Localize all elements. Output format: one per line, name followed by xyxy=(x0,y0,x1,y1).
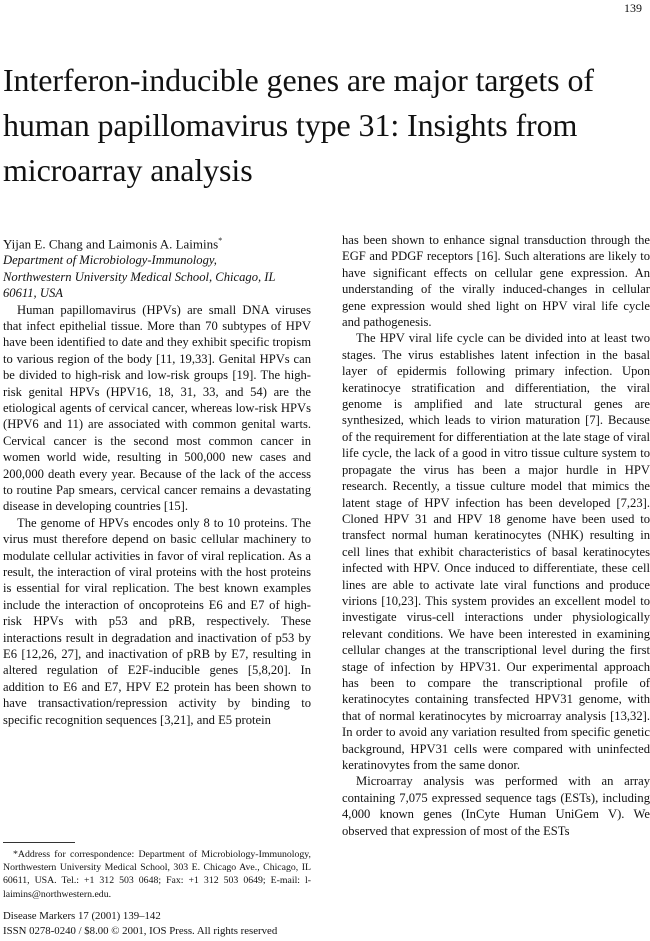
body-paragraph: The genome of HPVs encodes only 8 to 10 proteins. The virus must therefore depend on basic cellular machinery to modulate cellular activities in favor of viral replication. As a result, the interaction of viral proteins with the host proteins is essential for viral replication. The best known examples include the interaction of oncoproteins E6 and E7 of high-risk HPVs with p53 and pRB, respectively. These interactions result in degradation and inactivation of p53 by E6 [12,26, 27], and inactivation of pRB by E7, resulting in altered regulation of E2F-inducible genes [5,8,20]. In addition to E6 and E7, HPV E2 protein has been shown to have transactivation/repression activity by binding to specific recognition sequences [3,21], and E5 protein xyxy=(3,515,311,727)
left-column xyxy=(3,232,311,728)
correspondence-footnote: *Address for correspondence: Department of Microbiology-Immunology, Northwestern University Medical School, 303 E. Chicago Ave., Chicago, IL 60611, USA. Tel.: +1 312 503 0648; Fax: +1 312 503 0649; E-mail: l-laimins@northwestern.edu. xyxy=(3,849,311,900)
journal-info xyxy=(3,909,277,938)
page-number: 139 xyxy=(624,1,642,15)
body-paragraph: Human papillomavirus (HPVs) are small DNA viruses that infect epithelial tissue. More than 70 subtypes of HPV have been identified to date and they exhibit specific tropism to various region of the body [11, 19,33]. Genital HPVs can be divided to high-risk and low-risk groups [19]. The high-risk genital HPVs (HPV16, 18, 31, 33, and 54) are the etiological agents of cervical cancer, whereas low-risk HPVs (HPV6 and 11) are associated with common genital warts. Cervical cancer is the second most common cancer in women world wide, resulting in 500,000 new cases and 200,000 death every year. Because of the lack of the access to routine Pap smears, cervical cancer remains a devastating disease in developing countries [15]. xyxy=(3,302,311,514)
body-paragraph: The HPV viral life cycle can be divided into at least two stages. The virus establishes latent infection in the basal layer of epidermis following primary infection. Upon keratinocye stratification and differentiation, the viral genome is amplified and late structural genes are synthesized, which leads to virion maturation [7]. Because of the requirement for differentiation at the late stage of viral life cycle, the lack of a good in vitro tissue culture system to propagate the virus has been a major hurdle in HPV research. Recently, a tissue culture model that mimics the latent stage of HPV infection has been developed [7,23]. Cloned HPV 31 and HPV 18 genome have been used to transfect normal human keratinocytes (NHK) resulting in cell lines that exhibit characteristics of basal keratinocytes infected with HPV. Once induced to differentiate, these cell lines are able to activate late viral functions and produce virions [10,23]. This system provides an excellent model to investigate virus-cell interactions under physiologically relevant conditions. We have been interested in examining cellular changes at the transcriptional level during the first stage of infection by HPV31. Our experimental approach has been to compare the transcriptional profile of keratinocytes containing transfected HPV31 genome, with that of normal keratinocytes by microarray analysis [13,32]. In order to avoid any variation resulted from specific genetic background, HPV31 cells were compared with uninfected keratinovytes from the same donor. xyxy=(342,331,650,772)
affiliation-line: Northwestern University Medical School, Chicago, IL xyxy=(3,269,276,284)
right-column xyxy=(342,232,650,839)
journal-citation: Disease Markers 17 (2001) 139–142 xyxy=(3,910,161,922)
body-paragraph: has been shown to enhance signal transduction through the EGF and PDGF receptors [16]. Such alterations are likely to have significant effects on cellular gene expression. An understanding of the virally induced-changes in cellular gene expression would shed light on HPV viral life cycle and pathogenesis. xyxy=(342,233,650,330)
author-footnote-mark: * xyxy=(218,236,223,245)
author-names: Yijan E. Chang and Laimonis A. Laimins xyxy=(3,236,219,252)
body-paragraph: Microarray analysis was performed with an array containing 7,075 expressed sequence tags (ESTs), including 4,000 known genes (InCyte Human UniGem V). We observed that expression of most of the ESTs xyxy=(342,774,650,838)
affiliation-line: 60611, USA xyxy=(3,286,63,301)
article-title: Interferon-inducible genes are major targets of human papillomavirus type 31: Insights from microarray analysis xyxy=(3,62,594,188)
affiliation-line: Department of Microbiology-Immunology, xyxy=(3,253,217,268)
journal-copyright: ISSN 0278-0240 / $8.00 © 2001, IOS Press. All rights reserved xyxy=(3,924,278,937)
footnote-divider xyxy=(3,842,75,843)
authors xyxy=(3,232,311,252)
